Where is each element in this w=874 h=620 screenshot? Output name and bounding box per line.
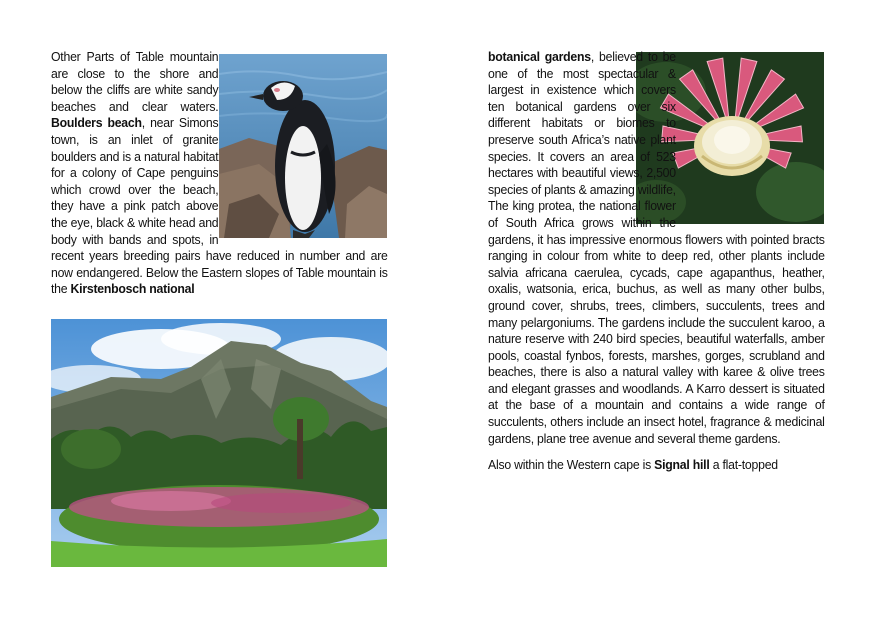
- protea-photo-wrap: [676, 49, 825, 227]
- mountain-garden-illustration: [51, 319, 387, 567]
- botanical-gardens-bold: botanical gardens: [488, 49, 591, 64]
- kirstenbosch-bold: Kirstenbosch national: [70, 281, 195, 297]
- left-page-text: [51, 49, 413, 298]
- mountain-garden-photo: [51, 319, 387, 567]
- left-text-part1: Other Parts of Table mountain are close to the shore and below the cliffs are white sandy beaches and clear waters.: [51, 49, 219, 114]
- boulders-beach-bold: Boulders beach: [51, 115, 142, 131]
- signal-hill-bold: Signal hill: [654, 457, 710, 473]
- right-p2-part2: a flat-topped: [709, 457, 778, 473]
- right-page-text: [488, 49, 850, 474]
- right-text-part1: , believed to be one of the most spectacular & largest in existence which covers ten botanical gardens over six different habitats or biomes to preserve south Africa’s native plant species. It covers an area of 523 hectares with beautiful views, 2,500 species of plants & amazing wildlife, The king protea, the national flower of South Africa grows within the gardens, it has impressive enormous flowers with pointed bracts ranging in colour from white to deep red, other plants include salvia africana caerulea, cycads, cape agapanthus, heather, oxalis, watsonia, erica, buchus, as well as many other bulbs, ground cover, shrubs, trees, climbers, succulents, trees and many pelargoniums. The gardens include the succulent karoo, a nature reserve with 240 bird species, beautiful waterfalls, amber pools, coastal fynbos, forests, marshes, gorges, scrubland and beaches, there is also a natural valley with karee & olive trees and elegant grasses and woodlands. A Karro dessert is situated at the base of a mountain and contains a wide range of succulents, others include an insect hotel, fragrance & medicinal gardens, plane tree avenue and several theme gardens.: [488, 49, 825, 446]
- left-text-part2: , near Simons town, is an inlet of granite boulders and is a natural habitat for a colony of Cape penguins which crowd over the beach, they have a pink patch above the eye, black & white head and body with bands and spots, in recent years breeding pairs have reduced in number and are now endangered. Below the Eastern slopes of Table mountain is the: [51, 115, 388, 297]
- right-paragraph-2: [488, 457, 825, 474]
- right-paragraph-1: [488, 49, 825, 447]
- left-paragraph: [51, 49, 388, 298]
- right-p2-part1: Also within the Western cape is: [488, 457, 655, 473]
- penguin-photo-wrap: [218, 49, 387, 243]
